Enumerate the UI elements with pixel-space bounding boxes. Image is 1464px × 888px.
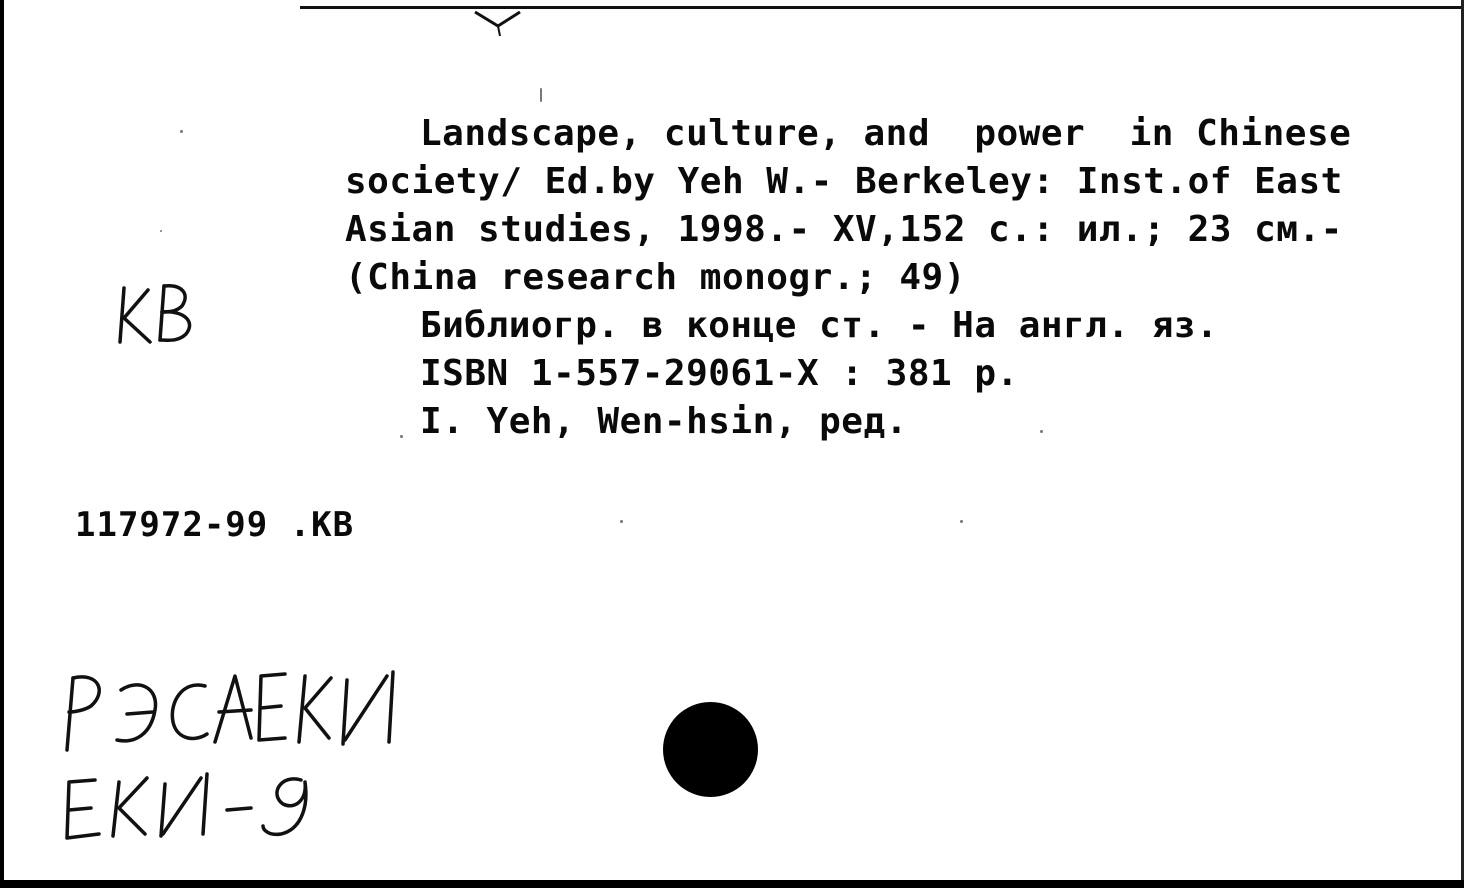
note-isbn: ISBN 1-557-29061-X : 381 p. bbox=[420, 353, 1019, 394]
card-border-bottom bbox=[0, 880, 1464, 888]
entry-line-1: Landscape, culture, and power in Chinese bbox=[420, 113, 1352, 154]
scan-speck bbox=[960, 520, 963, 523]
bibliographic-entry bbox=[345, 110, 1351, 446]
accession-number: 117972-99 .KB bbox=[75, 505, 355, 545]
scan-speck bbox=[160, 230, 162, 232]
entry-line-2: society/ Ed.by Yeh W.- Berkeley: Inst.of East bbox=[345, 161, 1343, 202]
note-bibliography: Библиогр. в конце ст. - На англ. яз. bbox=[420, 305, 1219, 346]
handwritten-kb bbox=[112, 280, 212, 350]
top-mark bbox=[470, 8, 530, 38]
entry-line-3: Asian studies, 1998.- XV,152 c.: ил.; 23 см.- bbox=[345, 209, 1343, 250]
punch-hole bbox=[663, 702, 758, 797]
scan-speck bbox=[400, 435, 403, 438]
handwritten-location-code bbox=[55, 650, 425, 850]
scan-speck bbox=[540, 88, 542, 102]
scan-speck bbox=[180, 130, 183, 133]
scan-speck bbox=[620, 520, 623, 523]
scan-speck bbox=[1040, 430, 1043, 433]
card-border-left bbox=[0, 0, 4, 888]
note-editor: I. Yeh, Wen-hsin, ред. bbox=[420, 401, 908, 442]
entry-line-4: (China research monogr.; 49) bbox=[345, 257, 966, 298]
